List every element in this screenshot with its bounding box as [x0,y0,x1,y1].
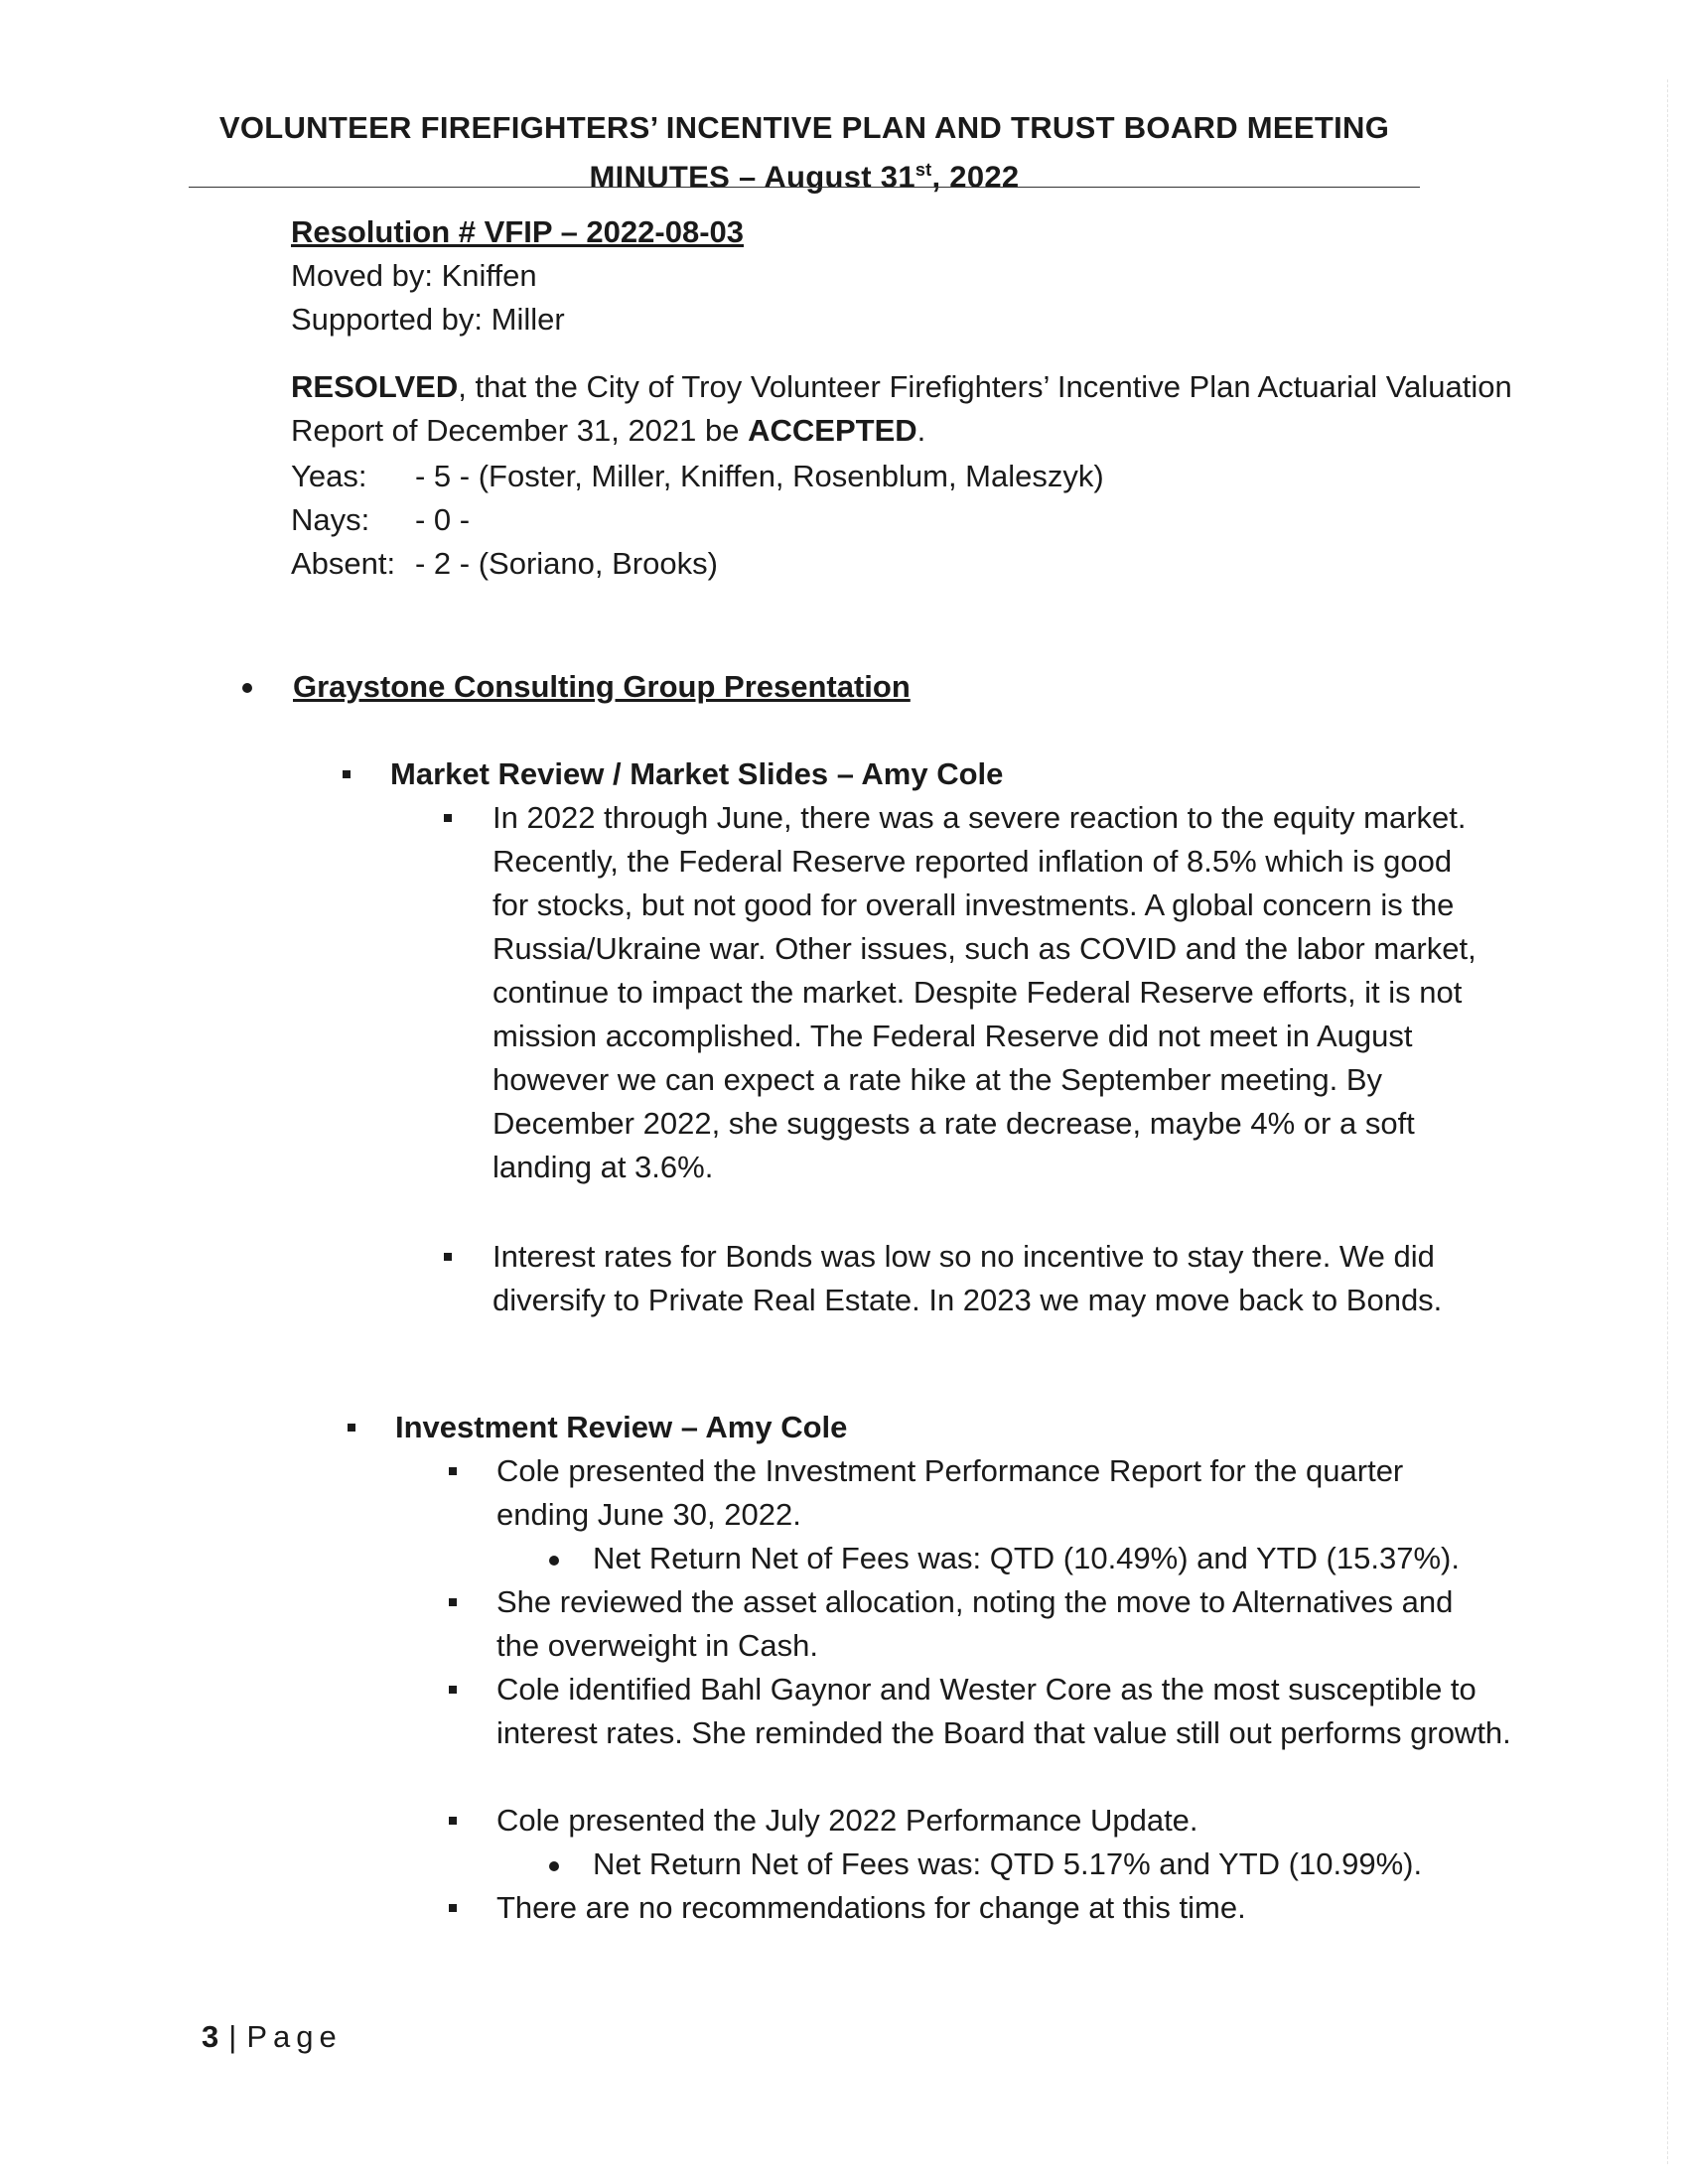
item-bullet-icon [449,1904,457,1912]
page-number: 3 [202,2019,219,2054]
sub-item-bullet-icon [549,1861,559,1871]
resolved-text: , that the City of Troy Volunteer Firefighters’ Incentive Plan Actuarial Valuation Report of December 31, 2021 be [291,369,1512,448]
section-bullet-icon [242,683,252,693]
investment-item-5: There are no recommendations for change at this time. [496,1890,1246,1925]
market-item-1: In 2022 through June, there was a severe reaction to the equity market. Recently, the Federal Reserve reported inflation of 8.5% which is good for stocks, but not good for overall investments. A global concern is the Russia/Ukraine war. Other issues, such as COVID and the labor market, continue to impact the market. Despite Federal Reserve efforts, it is not mission accomplished. The Federal Reserve did not meet in August however we can expect a rate hike at the September meeting. By December 2022, she suggests a rate decrease, maybe 4% or a soft landing at 3.6%. [492,800,1477,1184]
investment-item-1: Cole presented the Investment Performance Report for the quarter ending June 30, 2022. [496,1453,1404,1532]
investment-review-title: Investment Review – Amy Cole [395,1410,848,1444]
header-rule [189,187,1420,188]
accepted-word: ACCEPTED [748,413,917,448]
subsection-bullet-icon [343,770,351,778]
moved-by: Moved by: Kniffen [291,258,537,293]
item-bullet-icon [444,1253,452,1261]
page-header [189,107,1420,198]
item-bullet-icon [444,814,452,822]
sub-item-bullet-icon [549,1556,559,1566]
vote-yeas: Yeas: - 5 - (Foster, Miller, Kniffen, Rosenblum, Maleszyk) [291,459,1104,493]
item-bullet-icon [449,1598,457,1606]
scan-edge-line [1667,79,1668,2164]
section-title: Graystone Consulting Group Presentation [293,669,911,704]
header-title-line2: MINUTES – August 31st, 2022 [589,159,1020,195]
investment-item-2: She reviewed the asset allocation, noting the move to Alternatives and the overweight in Cash. [496,1584,1454,1663]
resolution-title: Resolution # VFIP – 2022-08-03 [291,214,745,249]
market-item-2: Interest rates for Bonds was low so no incentive to stay there. We did diversify to Private Real Estate. In 2023 we may move back to Bonds. [492,1239,1443,1317]
resolved-word: RESOLVED [291,369,459,404]
page-footer: 3 | Page [202,2019,343,2054]
item-bullet-icon [449,1686,457,1694]
item-bullet-icon [449,1817,457,1825]
item-bullet-icon [449,1467,457,1475]
investment-item-3: Cole identified Bahl Gaynor and Wester Core as the most susceptible to interest rates. She reminded the Board that value still out performs growth. [496,1672,1511,1750]
header-title-line1: VOLUNTEER FIREFIGHTERS’ INCENTIVE PLAN AND TRUST BOARD MEETING [218,110,1390,145]
investment-item-4: Cole presented the July 2022 Performance Update. [496,1803,1198,1838]
page-word: Page [246,2019,343,2054]
vote-nays: Nays: - 0 - [291,502,471,537]
market-review-title: Market Review / Market Slides – Amy Cole [390,756,1004,791]
resolved-paragraph: RESOLVED, that the City of Troy Volunteer Firefighters’ Incentive Plan Actuarial Valuation Report of December 31, 2021 be ACCEPTED. [291,369,1512,448]
supported-by: Supported by: Miller [291,302,565,337]
investment-subitem-1: Net Return Net of Fees was: QTD (10.49%) and YTD (15.37%). [593,1541,1460,1575]
subsection-bullet-icon [348,1424,355,1432]
investment-subitem-2: Net Return Net of Fees was: QTD 5.17% and YTD (10.99%). [593,1846,1423,1881]
vote-absent: Absent: - 2 - (Soriano, Brooks) [291,546,718,581]
